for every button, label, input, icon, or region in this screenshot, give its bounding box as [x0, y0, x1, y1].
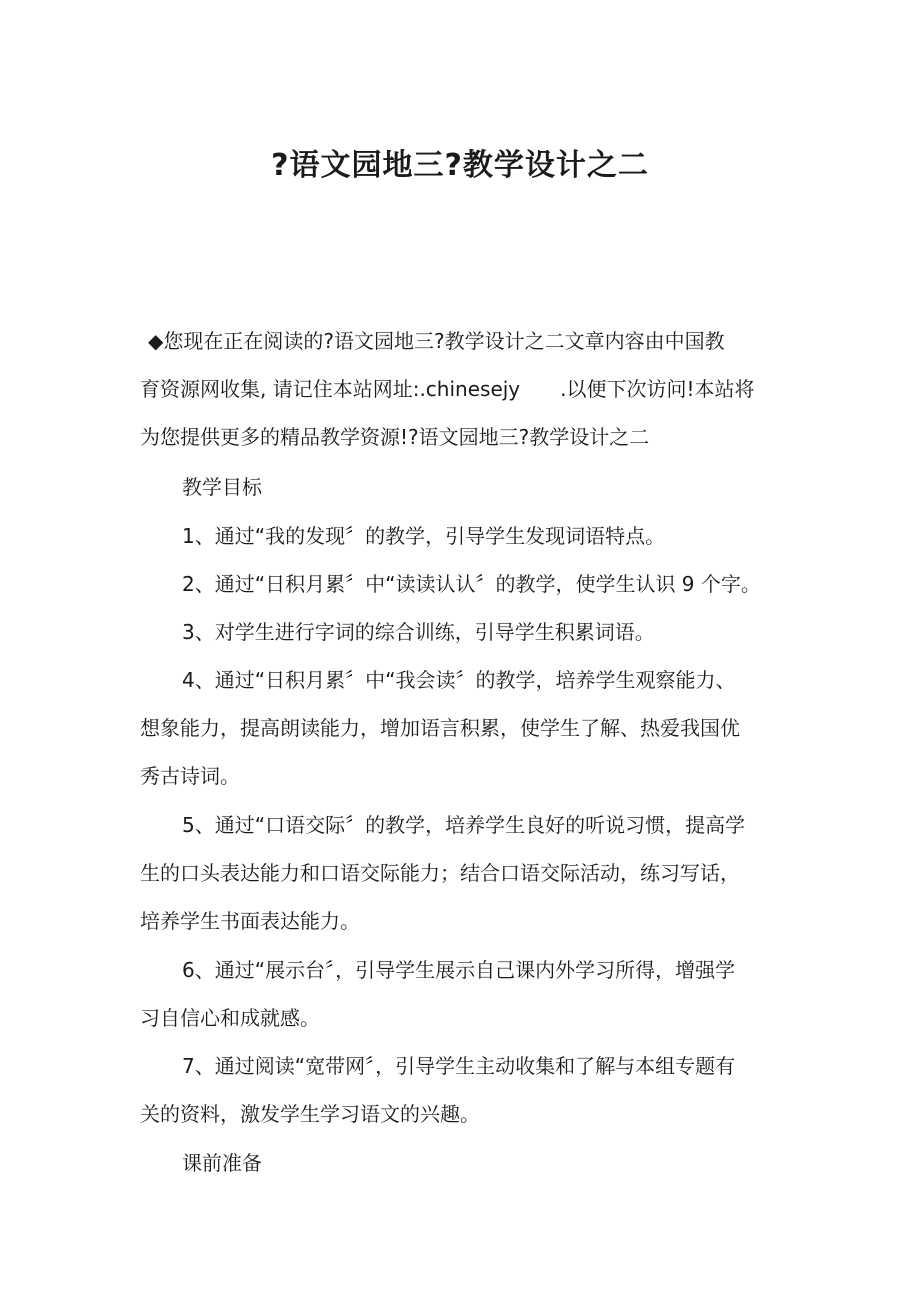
goal-6-line-1: 6、通过“展示台〞，引导学生展示自己课内外学习所得，增强学: [182, 958, 736, 982]
heading-preparation: 课前准备: [182, 1151, 262, 1175]
intro-line-2: [140, 374, 755, 404]
intro-line-3: 为您提供更多的精品教学资源!?语文园地三?教学设计之二: [140, 425, 650, 449]
goal-5-line-3: 培养学生书面表达能力。: [140, 909, 360, 933]
goal-5-line-2: 生的口头表达能力和口语交际能力；结合口语交际活动，练习写话，: [140, 861, 740, 885]
goal-2-line-1: 2、通过“日积月累〞中“读读认认〞的教学，使学生认识 9 个字。: [182, 572, 761, 596]
goal-6-line-2: 习自信心和成就感。: [140, 1006, 320, 1030]
heading-teaching-goals: 教学目标: [182, 475, 262, 499]
intro-line-2-part-2: .以便下次访问!本站将: [560, 377, 755, 401]
goal-7-line-2: 关的资料，激发学生学习语文的兴趣。: [140, 1102, 480, 1126]
goal-4-line-1: 4、通过“日积月累〞中“我会读〞的教学，培养学生观察能力、: [182, 668, 736, 692]
goal-5-line-1: 5、通过“口语交际〞的教学，培养学生良好的听说习惯，提高学: [182, 813, 746, 837]
goal-7-line-1: 7、通过阅读“宽带网〞，引导学生主动收集和了解与本组专题有: [182, 1054, 736, 1078]
goal-4-line-3: 秀古诗词。: [140, 764, 240, 788]
page-title: ?语文园地三?教学设计之二: [271, 148, 649, 183]
intro-line-1: ◆您现在正在阅读的?语文园地三?教学设计之二文章内容由中国教: [148, 329, 725, 353]
goal-4-line-2: 想象能力，提高朗读能力，增加语言积累，使学生了解、热爱我国优: [140, 716, 740, 740]
goal-3-line-1: 3、对学生进行字词的综合训练，引导学生积累词语。: [182, 620, 655, 644]
goal-1-line-1: 1、通过“我的发现〞的教学，引导学生发现词语特点。: [182, 524, 666, 548]
intro-line-2-part-1: 育资源网收集, 请记住本站网址:.chinesejy: [140, 377, 521, 401]
